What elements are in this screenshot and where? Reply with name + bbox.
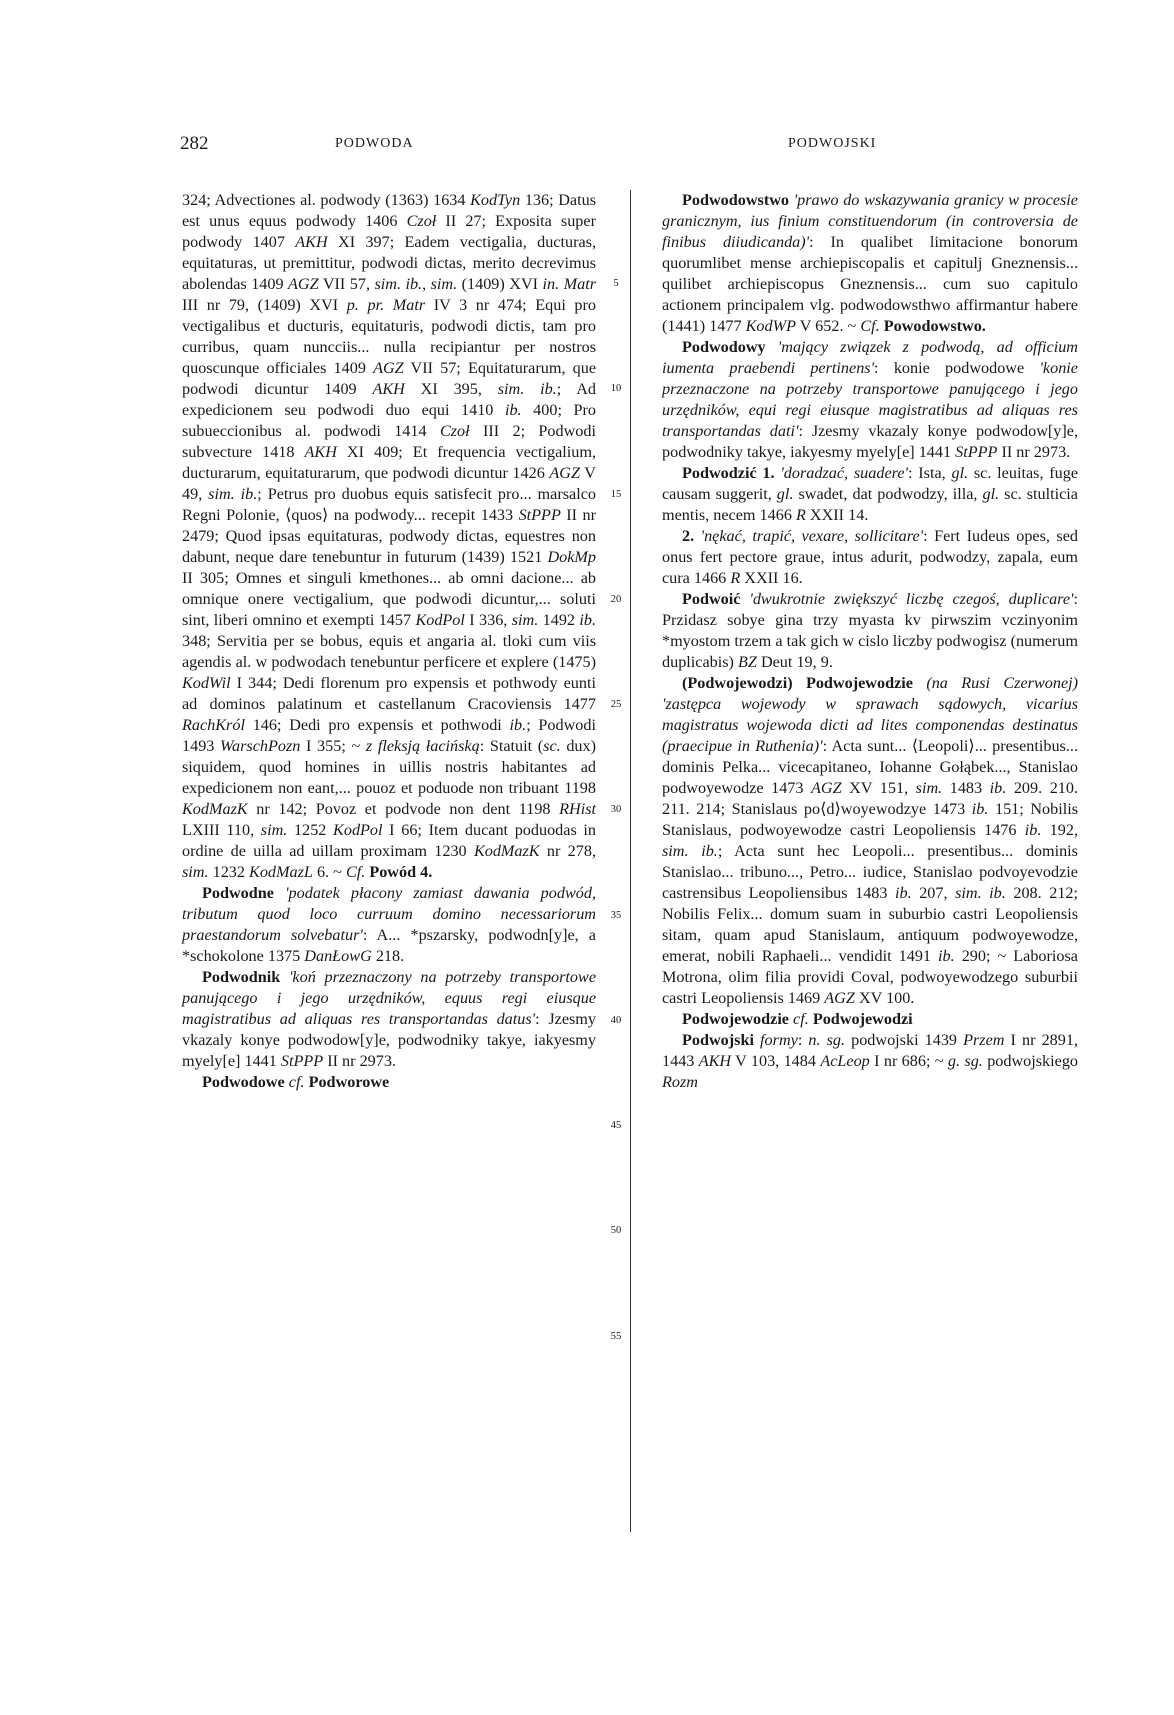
right-column bbox=[662, 190, 1078, 1093]
dictionary-entry: Podwodzić 1. 'doradzać, suadere': Ista, gl. sc. leuitas, fuge causam suggerit, gl. swadet, dat podwodzy, illa, gl. sc. stulticia mentis, necem 1466 R XXII 14. bbox=[662, 464, 1079, 524]
dictionary-entry: Podwoić 'dwukrotnie zwiększyć liczbę czegoś, duplicare': Przidasz sobye gina trzy myasta kv pirwszim vczinyonim *myostom trzem a tak gich w cislo liczby podwogisz (numerum duplicabis) BZ Deut 19, 9. bbox=[662, 590, 1079, 671]
dictionary-entry: Podwodowe cf. Podworowe bbox=[202, 1073, 390, 1091]
line-number: 25 bbox=[610, 699, 622, 711]
dictionary-entry: Podwodnik 'koń przeznaczony na potrzeby transportowe panującego i jego urzędników, equus regi eiusque magistratibus ad aliquas res transportandas datus': Jzesmy vkazaly konye podwodow[y]e, podwodniky takye, iakyesmy myely[e] 1441 StPPP II nr 2973. bbox=[182, 968, 597, 1070]
dictionary-entry: Podwodowy 'mający związek z podwodą, ad officium iumenta praebendi pertinens': konie podwodowe 'konie przeznaczone na potrzeby transportowe panującego i jego urzędników, equi regi eiusque magistratibus ad aliquas res transportandas dati': Jzesmy vkazaly konye podwodow[y]e, podwodniky takye, iakyesmy myely[e] 1441 StPPP II nr 2973. bbox=[662, 338, 1078, 461]
dictionary-entry: Podwodowstwo 'prawo do wskazywania granicy w procesie granicznym, ius finium constituendorum (in controversia de finibus diiudicanda)': In qualibet limitacione bonorum quorumlibet mense archiepiscopalis et capitulj Gneznensis... quilibet archiepiscopus Gneznensis... cum suo capitulo actionem principalem vlg. podwodowsthwo affirmantur habere (1441) 1477 KodWP V 652. ~ Cf. Powodowstwo. bbox=[662, 191, 1078, 335]
dictionary-entry: Podwojewodzie cf. Podwojewodzi bbox=[682, 1010, 913, 1028]
line-number: 40 bbox=[610, 1014, 622, 1026]
running-head-left: PODWODA bbox=[335, 136, 414, 151]
line-numbers bbox=[606, 190, 626, 1590]
page-header bbox=[0, 133, 1174, 157]
dictionary-entry: (Podwojewodzi) Podwojewodzie (na Rusi Czerwonej) 'zastępca wojewody w sprawach sądowych, vicarius magistratus wojewoda dicti ad lites componendas destinatus (praecipue in Ruthenia)': Acta sunt... ⟨Leopoli⟩... presentibus... dominis Pelka... vicecapitaneo, Iohanne Gołąbek..., Stanislao podwoyewodze 1473 AGZ XV 151, sim. 1483 ib. 209. 210. 211. 214; Stanislaus po⟨d⟩woyewodzye 1473 ib. 151; Nobilis Stanislaus, podwoyewodze castri Leopoliensis 1476 ib. 192, sim. ib.; Acta sunt hec Leopoli... presentibus... dominis Stanislao... tribuno..., Petro... iudice, Stanislao podvoyevodzie castrensibus Leopoliensibus 1483 ib. 207, sim. ib. 208. 212; Nobilis Felix... domum suam in suburbio castri Leopoliensis sitam, quam apud Stanislaum, antiquum podwoyewodze, emerat, nobili Raphaeli... vendidit 1491 ib. 290; ~ Laboriosa Motrona, olim filia providi Coval, podwoyewodzego suburbii castri Leopoliensis 1469 AGZ XV 100. bbox=[662, 674, 1079, 1007]
line-number: 45 bbox=[610, 1120, 622, 1132]
dictionary-entry: Podwojski formy: n. sg. podwojski 1439 Przem I nr 2891, 1443 AKH V 103, 1484 AcLeop I nr 686; ~ g. sg. podwojskiego Rozm bbox=[662, 1031, 1079, 1091]
running-head-right: PODWOJSKI bbox=[788, 136, 877, 151]
dictionary-entry: Podwodne 'podatek płacony zamiast dawania podwód, tributum quod loco curruum domino necessariorum praestandorum solvebatur': A... *pszarsky, podwodn[y]e, a *schokolone 1375 DanŁowG 218. bbox=[182, 884, 596, 965]
line-number: 50 bbox=[610, 1225, 622, 1237]
line-number: 20 bbox=[610, 593, 622, 605]
line-number: 5 bbox=[613, 278, 619, 290]
page-number: 282 bbox=[180, 133, 209, 154]
line-number: 55 bbox=[610, 1330, 622, 1342]
column-divider bbox=[630, 190, 631, 1532]
dictionary-entry: 2. 'nękać, trapić, vexare, sollicitare': Fert Iudeus opes, sed onus fert pectore graue, intus adurit, podwodzy, zapala, eum cura 1466 R XXII 16. bbox=[662, 527, 1079, 587]
line-number: 10 bbox=[610, 383, 622, 395]
line-number: 35 bbox=[610, 909, 622, 921]
left-column bbox=[182, 190, 596, 1093]
line-number: 15 bbox=[610, 488, 622, 500]
line-number: 30 bbox=[610, 804, 622, 816]
dictionary-entry: 324; Advectiones al. podwody (1363) 1634 KodTyn 136; Datus est unus equus podwody 1406 Czoł II 27; Exposita super podwody 1407 AKH XI 397; Eadem vectigalia, ducturas, equitaturas, ut premittitur, podwodi dictas, merito decrevimus abolendas 1409 AGZ VII 57, sim. ib., sim. (1409) XVI in. Matr III nr 79, (1409) XVI p. pr. Matr IV 3 nr 474; Equi pro vectigalibus et ducturis, equitaturis, podwodi dictis, tam pro curribus, quam nuncciis... nulla recipiantur per nostros quoscunque officiales 1409 AGZ VII 57; Equitaturarum, que podwodi dicuntur 1409 AKH XI 395, sim. ib.; Ad expedicionem seu podwodi duo equi 1410 ib. 400; Pro subueccionibus al. podwodi 1414 Czoł III 2; Podwodi subvecture 1418 AKH XI 409; Et frequencia vectigalium, ducturarum, equitaturarum, que podwodi dicuntur 1426 AGZ V 49, sim. ib.; Petrus pro duobus equis satisfecit pro... marsalco Regni Polonie, ⟨quos⟩ na podwody... recepit 1433 StPPP II nr 2479; Quod ipsas equitaturas, podwody dictas, equestres non dabunt, neque dare tenebuntur in futurum (1439) 1521 DokMp II 305; Omnes et singuli kmethones... ab omni dacione... ab omnique onere vectigalium, que podwodi dicuntur,... soluti sint, liberi omnino et exempti 1457 KodPol I 336, sim. 1492 ib. 348; Servitia per se bobus, equis et angaria al. tloki cum viis agendis al. w podwodach tenebuntur perficere et explere (1475) KodWil I 344; Dedi florenum pro expensis et pothwody eunti ad dominos palatinum et castellanum Cracoviensis 1477 RachKról 146; Dedi pro expensis et pothwodi ib.; Podwodi 1493 WarschPozn I 355; ~ z fleksją łacińską: Statuit (sc. dux) siquidem, quod homines in uillis nostris habitantes ad expedicionem non eant,... pouoz et poduode non tribuant 1198 KodMazK nr 142; Povoz et podvode non dent 1198 RHist LXIII 110, sim. 1252 KodPol I 66; Item ducant poduodas in ordine de uilla ad uillam proximam 1230 KodMazK nr 278, sim. 1232 KodMazL 6. ~ Cf. Powód 4. bbox=[182, 191, 597, 881]
